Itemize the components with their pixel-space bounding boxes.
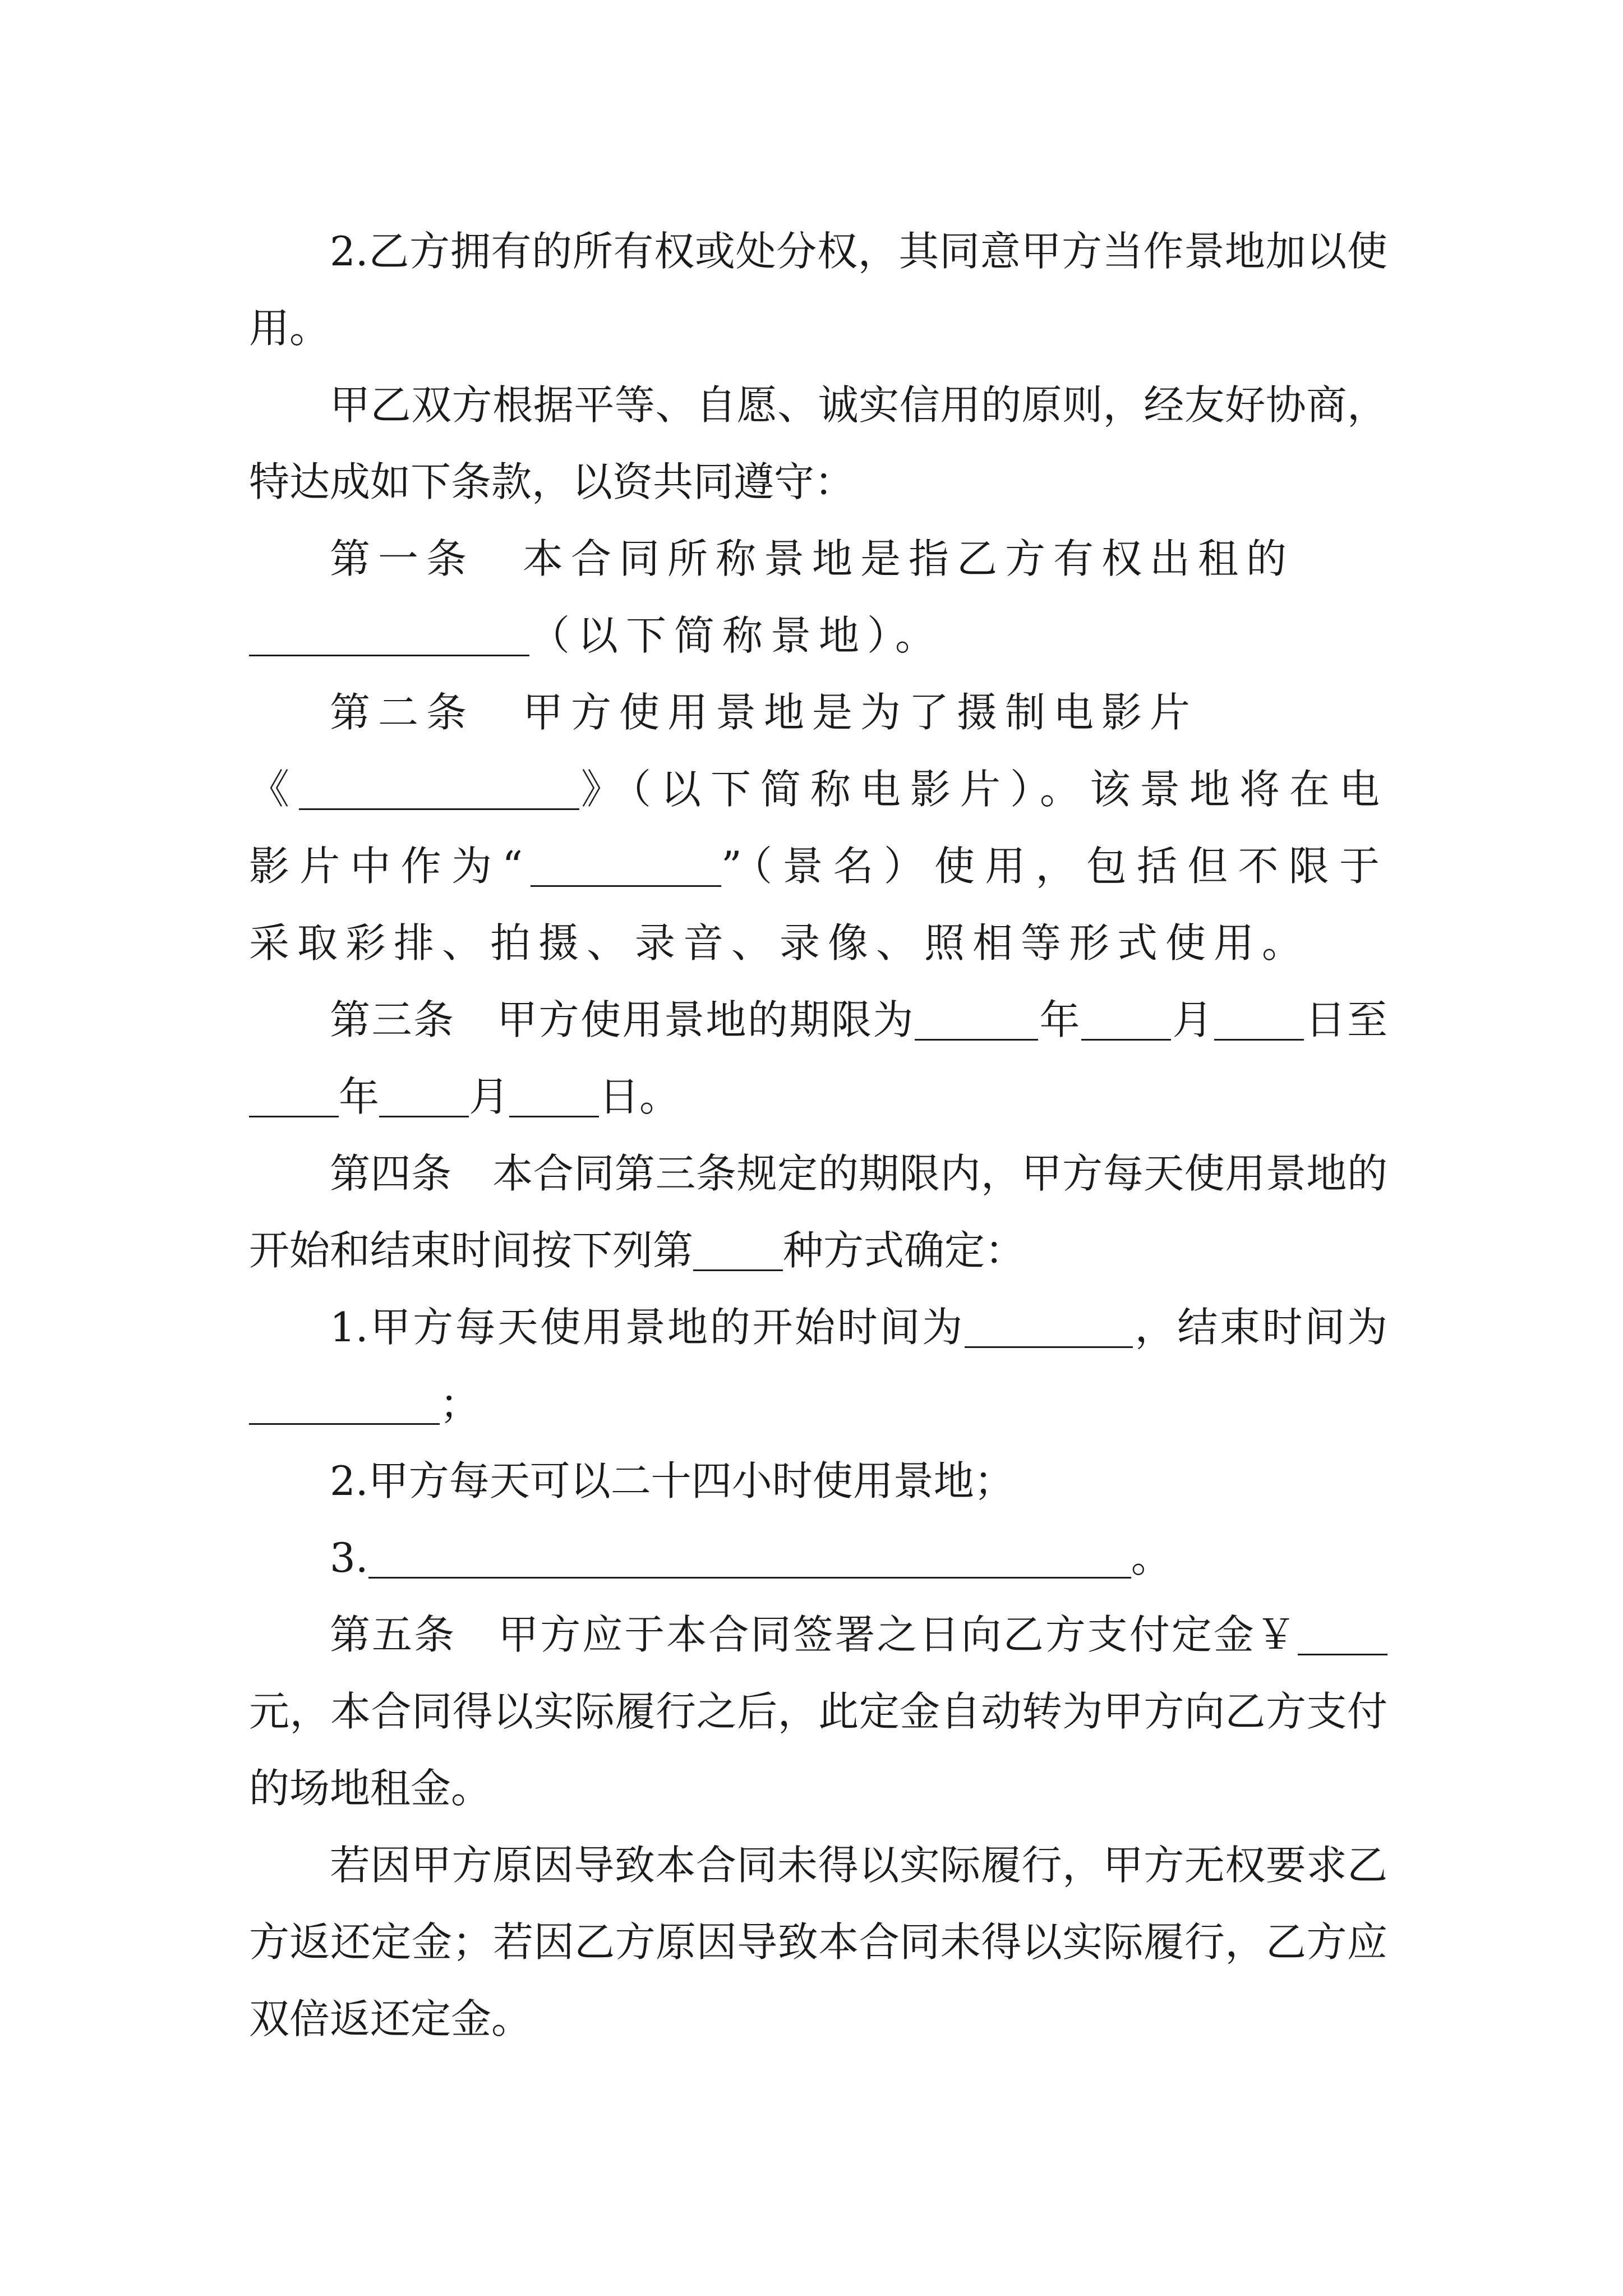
text-run: 第二条 甲方使用景地是为了摄制电影片 <box>330 689 1198 736</box>
fill-in-blank <box>249 615 529 656</box>
paragraph-p1 <box>249 213 1387 367</box>
paragraph-p10 <box>249 1596 1387 1827</box>
text-run: 甲乙双方根据平等、自愿、诚实信用的原则，经友好协商，特达成如下条款，以资共同遵守： <box>249 381 1387 505</box>
text-run: 1.甲方每天使用景地的开始时间为 <box>330 1304 965 1351</box>
text-run: 《 <box>249 766 299 813</box>
text-run: 第五条 甲方应于本合同签署之日向乙方支付定金￥ <box>330 1611 1298 1658</box>
text-run: 3. <box>330 1534 368 1581</box>
text-run: 》（以下简称电影片）。该景地将在电影片中作为“ <box>249 766 1387 890</box>
paragraph-p2 <box>249 367 1387 521</box>
paragraph-p11 <box>249 1827 1387 2058</box>
text-run: 年 <box>339 1073 380 1120</box>
fill-in-blank <box>249 1384 440 1425</box>
fill-in-blank <box>693 1230 783 1271</box>
paragraph-p5 <box>249 982 1387 1135</box>
fill-in-blank <box>368 1538 1131 1579</box>
document-body <box>249 213 1387 2058</box>
fill-in-blank <box>531 846 721 887</box>
text-run: 日至 <box>1303 996 1387 1043</box>
text-run: 第一条 本合同所称景地是指乙方有权出租的 <box>330 535 1295 582</box>
fill-in-blank <box>1298 1614 1387 1655</box>
text-run: ； <box>440 1381 481 1428</box>
fill-in-blank <box>379 1076 469 1117</box>
paragraph-p3 <box>249 521 1387 674</box>
text-run: 年 <box>1038 996 1081 1043</box>
text-run: 第三条 甲方使用景地的期限为 <box>330 996 915 1043</box>
text-run: 若因甲方原因导致本合同未得以实际履行，甲方无权要求乙方返还定金；若因乙方原因导致本合同未得以实际履行，乙方应双倍返还定金。 <box>249 1842 1387 2042</box>
paragraph-p4 <box>249 674 1387 982</box>
text-run: （以下简称景地）。 <box>529 612 944 659</box>
text-run: 2.甲方每天可以二十四小时使用景地； <box>330 1457 1015 1504</box>
text-run: 种方式确定： <box>783 1227 1026 1274</box>
fill-in-blank <box>249 1076 339 1117</box>
text-run: 2.乙方拥有的所有权或处分权，其同意甲方当作景地加以使用。 <box>249 228 1387 352</box>
fill-in-blank <box>299 769 579 810</box>
text-run: 第四条 本合同第三条规定的期限内，甲方每天使用景地的开始和结束时间按下列第 <box>249 1150 1387 1274</box>
text-run: 月 <box>469 1073 510 1120</box>
fill-in-blank <box>965 1307 1133 1348</box>
text-run: 月 <box>1170 996 1214 1043</box>
paragraph-p8 <box>249 1443 1387 1520</box>
text-run: ，结束时间为 <box>1132 1304 1387 1351</box>
text-run: 元，本合同得以实际履行之后，此定金自动转为甲方向乙方支付的场地租金。 <box>249 1688 1387 1812</box>
fill-in-blank <box>1214 1000 1304 1041</box>
paragraph-p6 <box>249 1135 1387 1289</box>
paragraph-p7 <box>249 1289 1387 1443</box>
fill-in-blank <box>1081 1000 1171 1041</box>
text-run: 。 <box>1131 1534 1172 1581</box>
paragraph-p9 <box>249 1520 1387 1596</box>
fill-in-blank <box>915 1000 1038 1041</box>
text-run: ”（景名）使用，包括但不限于采取彩排、拍摄、录音、录像、照相等形式使用。 <box>249 843 1387 967</box>
fill-in-blank <box>509 1076 599 1117</box>
text-run: 日。 <box>599 1073 680 1120</box>
